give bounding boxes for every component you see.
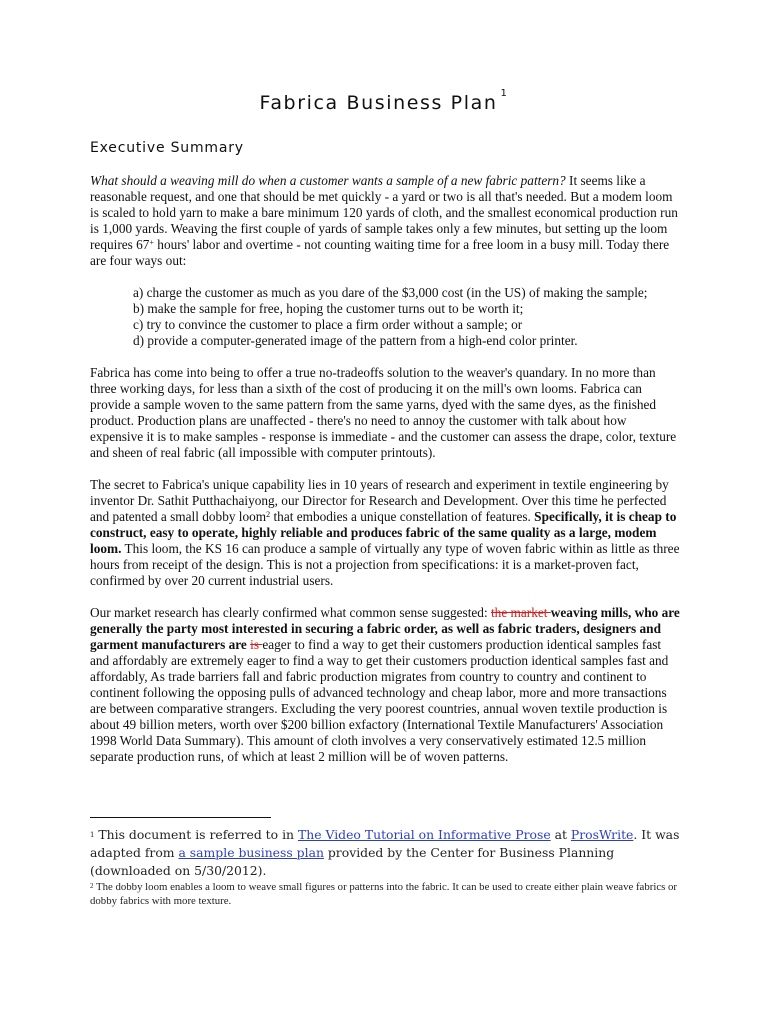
- tracked-deletion: is: [250, 637, 263, 652]
- page-title: [0, 88, 768, 114]
- footnote-2: $^2$ The dobby loom enables a loom to weave small figures or patterns into the fabric. It can be used to create either plain weave fabrics or dobby fabrics with more texture.: [90, 881, 678, 907]
- bold-claim: Specifically, it is cheap to construct, easy to operate, highly reliable and produces fabric of the same quality as a large, modem loom.: [90, 509, 677, 556]
- body-text: [90, 173, 682, 781]
- title-text: Fabrica Business Plan: [259, 92, 498, 114]
- paragraph-market: Our market research has clearly confirmed what common sense suggested: the market weaving mills, who are generally the party most interested in securing a fabric order, as well as fabric traders, designers and garment manufacturers are is eager to find a way to get their customers production identical samples fast and affordably are extremely eager to find a way to get their customers production identical samples fast and affordably, As trade barriers fall and fabric production migrates from country to country and continent to continent following the opposing pulls of advanced technology and cheap labor, more and more transactions are between comparative strangers. Excluding the very poorest countries, annual woven textile production is about 49 billion meters, worth over $200 billion exfactory (International Textile Manufacturers' Association 1998 World Data Summary). This amount of cloth involves a very conservatively estimated 12.5 million separate production runs, of which at least 2 million will be of woven patterns.: [90, 605, 680, 764]
- footnote-separator: [90, 817, 271, 818]
- footnote-1: $^1$ This document is referred to in The Video Tutorial on Informative Prose at ProsWrite. It was adapted from a sample business plan provided by the Center for Business Planning (downloaded on 5/30/2012).: [90, 827, 680, 878]
- list-item: a) charge the customer as much as you dare of the $3,000 cost (in the US) of making the sample;: [133, 285, 648, 300]
- options-list: [133, 285, 682, 349]
- tracked-insertion-bold: weaving mills, who are generally the party most interested in securing a fabric order, as well as fabric traders, designers and garment manufacturers are: [90, 605, 680, 652]
- title-footnote-marker: 1: [500, 88, 509, 99]
- paragraph-technology: The secret to Fabrica's unique capability lies in 10 years of research and experiment in textile engineering by inventor Dr. Sathit Putthachaiyong, our Director for Research and Development. Over this time he perfected and patented a small dobby loom$^2$ that embodies a unique constellation of features. Specifically, it is cheap to construct, easy to operate, highly reliable and produces fabric of the same quality as a large, modem loom. This loom, the KS 16 can produce a sample of virtually any type of woven fabric within as little as three hours from receipt of the design. This is not a projection from specifications: it is a market-proven fact, confirmed by over 20 current industrial users.: [90, 477, 680, 588]
- paragraph-solution: Fabrica has come into being to offer a true no-tradeoffs solution to the weaver's quandary. In no more than three working days, for less than a sixth of the cost of producing it on the mill's own looms. Fabrica can provide a sample woven to the same pattern from the same yarns, dyed with the same dyes, as the finished product. Production plans are unaffected - there's no need to annoy the customer with talk about how expensive it is to make samples - response is immediate - and the customer can assess the drape, color, texture and sheen of real fabric (all impossible with computer printouts).: [90, 365, 677, 460]
- proswrite-link[interactable]: ProsWrite: [570, 827, 634, 842]
- footnote-ref-2[interactable]: 2: [266, 510, 271, 519]
- tracked-deletion: the market: [490, 605, 551, 620]
- list-item: d) provide a computer-generated image of the pattern from a high-end color printer.: [133, 333, 578, 348]
- intro-question: What should a weaving mill do when a customer wants a sample of a new fabric pattern?: [90, 173, 566, 188]
- list-item: c) try to convince the customer to place a firm order without a sample; or: [133, 317, 523, 332]
- paragraph-intro: What should a weaving mill do when a customer wants a sample of a new fabric pattern? It seems like a reasonable request, and one that should be met quickly - a yard or two is all that's needed. But a modem loom is scaled to hold yarn to make a bare minimum 120 yards of cloth, and the smallest economical production run is 1,000 yards. Weaving the first couple of yards of sample takes only a few minutes, but setting up the loom requires 67+ hours' labor and overtime - not counting waiting time for a free loom in a busy mill. Today there are four ways out:: [90, 173, 678, 268]
- list-item: b) make the sample for free, hoping the customer turns out to be worth it;: [133, 301, 524, 316]
- section-heading: Executive Summary: [90, 140, 244, 156]
- video-tutorial-link[interactable]: The Video Tutorial on Informative Prose: [297, 827, 551, 842]
- sample-business-plan-link[interactable]: a sample business plan: [178, 845, 324, 860]
